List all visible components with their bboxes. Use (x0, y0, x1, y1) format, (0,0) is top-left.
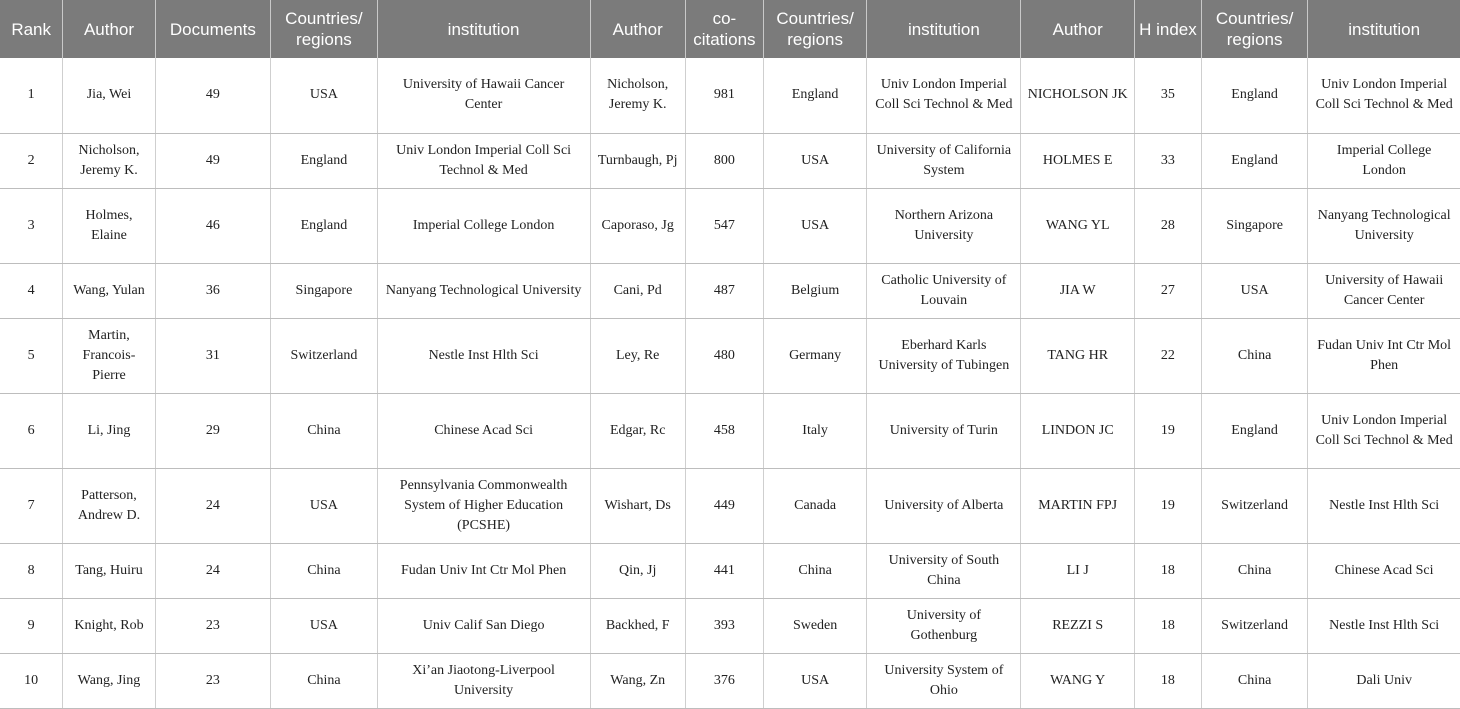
table-cell: 22 (1134, 318, 1201, 393)
table-cell: 449 (685, 468, 763, 543)
header-institution: institution (1308, 0, 1460, 58)
table-cell: China (271, 543, 377, 598)
table-cell: England (271, 133, 377, 188)
table-cell: 800 (685, 133, 763, 188)
table-cell: 23 (155, 653, 271, 708)
table-cell: USA (271, 468, 377, 543)
table-cell: Fudan Univ Int Ctr Mol Phen (377, 543, 590, 598)
table-row (0, 58, 1460, 133)
table-cell: England (271, 188, 377, 263)
header-documents: Documents (155, 0, 271, 58)
table-cell: Switzerland (1201, 468, 1307, 543)
table-cell: Nestle Inst Hlth Sci (377, 318, 590, 393)
table-cell: England (1201, 393, 1307, 468)
table-cell: 19 (1134, 393, 1201, 468)
table-cell: Nanyang Technological University (1308, 188, 1460, 263)
table-cell: 28 (1134, 188, 1201, 263)
table-cell: Eberhard Karls University of Tubingen (867, 318, 1021, 393)
table-cell: Cani, Pd (590, 263, 685, 318)
table-cell: England (763, 58, 866, 133)
table-cell: 458 (685, 393, 763, 468)
table-cell: Imperial College London (1308, 133, 1460, 188)
table-cell: LINDON JC (1021, 393, 1135, 468)
table-cell: Catholic University of Louvain (867, 263, 1021, 318)
table-cell: 35 (1134, 58, 1201, 133)
table-cell: USA (763, 188, 866, 263)
table-cell: Caporaso, Jg (590, 188, 685, 263)
table-cell: 9 (0, 598, 63, 653)
table-cell: Germany (763, 318, 866, 393)
table-cell: 2 (0, 133, 63, 188)
table-cell: Chinese Acad Sci (1308, 543, 1460, 598)
table-cell: 4 (0, 263, 63, 318)
table-cell: 33 (1134, 133, 1201, 188)
header-row (0, 0, 1460, 58)
table-cell: MARTIN FPJ (1021, 468, 1135, 543)
header-countries-regions: Countries/ regions (1201, 0, 1307, 58)
table-cell: 27 (1134, 263, 1201, 318)
table-cell: Univ London Imperial Coll Sci Technol & Med (867, 58, 1021, 133)
table-cell: England (1201, 58, 1307, 133)
table-cell: Pennsylvania Commonwealth System of Higher Education (PCSHE) (377, 468, 590, 543)
table-cell: 393 (685, 598, 763, 653)
table-cell: WANG Y (1021, 653, 1135, 708)
table-cell: Wishart, Ds (590, 468, 685, 543)
header-author: Author (1021, 0, 1135, 58)
table-cell: Wang, Zn (590, 653, 685, 708)
table-cell: Holmes, Elaine (63, 188, 155, 263)
table-cell: China (1201, 543, 1307, 598)
table-cell: Univ London Imperial Coll Sci Technol & Med (1308, 393, 1460, 468)
table-cell: Dali Univ (1308, 653, 1460, 708)
table-cell: Nestle Inst Hlth Sci (1308, 598, 1460, 653)
table-cell: Sweden (763, 598, 866, 653)
table-cell: Singapore (271, 263, 377, 318)
table-cell: 8 (0, 543, 63, 598)
table-cell: 19 (1134, 468, 1201, 543)
table-cell: England (1201, 133, 1307, 188)
table-cell: USA (271, 58, 377, 133)
table-cell: 31 (155, 318, 271, 393)
table-cell: Italy (763, 393, 866, 468)
table-cell: 18 (1134, 653, 1201, 708)
table-cell: 480 (685, 318, 763, 393)
header-author: Author (63, 0, 155, 58)
table-row (0, 133, 1460, 188)
table-cell: University of Turin (867, 393, 1021, 468)
table-cell: China (1201, 318, 1307, 393)
table-cell: Turnbaugh, Pj (590, 133, 685, 188)
table-cell: University of Gothenburg (867, 598, 1021, 653)
table-cell: 376 (685, 653, 763, 708)
table-cell: 49 (155, 58, 271, 133)
table-cell: Backhed, F (590, 598, 685, 653)
table-cell: TANG HR (1021, 318, 1135, 393)
header-countries-regions: Countries/ regions (271, 0, 377, 58)
table-cell: Jia, Wei (63, 58, 155, 133)
table-cell: HOLMES E (1021, 133, 1135, 188)
table-cell: 441 (685, 543, 763, 598)
table-cell: China (271, 393, 377, 468)
table-cell: USA (763, 133, 866, 188)
table-cell: 487 (685, 263, 763, 318)
table-cell: China (1201, 653, 1307, 708)
table-cell: Xi’an Jiaotong-Liverpool University (377, 653, 590, 708)
table-cell: Fudan Univ Int Ctr Mol Phen (1308, 318, 1460, 393)
table-cell: Univ Calif San Diego (377, 598, 590, 653)
table-cell: Nanyang Technological University (377, 263, 590, 318)
table-cell: University System of Ohio (867, 653, 1021, 708)
table-row (0, 468, 1460, 543)
table-row (0, 318, 1460, 393)
header-co-citations: co- citations (685, 0, 763, 58)
table-cell: Nicholson, Jeremy K. (63, 133, 155, 188)
table-cell: JIA W (1021, 263, 1135, 318)
table-cell: Belgium (763, 263, 866, 318)
table-cell: USA (1201, 263, 1307, 318)
table-cell: Univ London Imperial Coll Sci Technol & Med (1308, 58, 1460, 133)
header-h-index: H index (1134, 0, 1201, 58)
table-row (0, 653, 1460, 708)
table-cell: USA (271, 598, 377, 653)
table-cell: Nestle Inst Hlth Sci (1308, 468, 1460, 543)
table-cell: Qin, Jj (590, 543, 685, 598)
table-cell: Chinese Acad Sci (377, 393, 590, 468)
table-cell: 24 (155, 543, 271, 598)
table-cell: 23 (155, 598, 271, 653)
table-cell: Singapore (1201, 188, 1307, 263)
header-countries-regions: Countries/ regions (763, 0, 866, 58)
table-cell: Imperial College London (377, 188, 590, 263)
table-cell: 5 (0, 318, 63, 393)
table-cell: Univ London Imperial Coll Sci Technol & Med (377, 133, 590, 188)
table-cell: 981 (685, 58, 763, 133)
table-cell: Northern Arizona University (867, 188, 1021, 263)
table-cell: 29 (155, 393, 271, 468)
table-cell: 1 (0, 58, 63, 133)
header-rank: Rank (0, 0, 63, 58)
table-cell: Switzerland (1201, 598, 1307, 653)
table-cell: University of Alberta (867, 468, 1021, 543)
table-cell: Edgar, Rc (590, 393, 685, 468)
table-cell: 10 (0, 653, 63, 708)
table-cell: China (271, 653, 377, 708)
table-cell: University of South China (867, 543, 1021, 598)
table-cell: 46 (155, 188, 271, 263)
table-cell: 3 (0, 188, 63, 263)
table-cell: Wang, Jing (63, 653, 155, 708)
table-cell: Tang, Huiru (63, 543, 155, 598)
table-cell: 18 (1134, 543, 1201, 598)
table-cell: Martin, Francois-Pierre (63, 318, 155, 393)
table-cell: Li, Jing (63, 393, 155, 468)
table-cell: Canada (763, 468, 866, 543)
table-row (0, 543, 1460, 598)
table-cell: Knight, Rob (63, 598, 155, 653)
table-cell: Wang, Yulan (63, 263, 155, 318)
table-cell: USA (763, 653, 866, 708)
table-cell: 36 (155, 263, 271, 318)
table-cell: LI J (1021, 543, 1135, 598)
table-cell: 49 (155, 133, 271, 188)
table-cell: NICHOLSON JK (1021, 58, 1135, 133)
header-author: Author (590, 0, 685, 58)
table-cell: University of California System (867, 133, 1021, 188)
table-cell: Nicholson, Jeremy K. (590, 58, 685, 133)
table-cell: Ley, Re (590, 318, 685, 393)
table-cell: 18 (1134, 598, 1201, 653)
header-institution: institution (377, 0, 590, 58)
table-cell: 24 (155, 468, 271, 543)
table-cell: WANG YL (1021, 188, 1135, 263)
table-cell: 6 (0, 393, 63, 468)
table-row (0, 188, 1460, 263)
table-row (0, 598, 1460, 653)
table-cell: REZZI S (1021, 598, 1135, 653)
table-cell: University of Hawaii Cancer Center (1308, 263, 1460, 318)
table-cell: Patterson, Andrew D. (63, 468, 155, 543)
table-cell: 547 (685, 188, 763, 263)
table-cell: China (763, 543, 866, 598)
table-cell: 7 (0, 468, 63, 543)
table-cell: University of Hawaii Cancer Center (377, 58, 590, 133)
header-institution: institution (867, 0, 1021, 58)
table-cell: Switzerland (271, 318, 377, 393)
table-row (0, 393, 1460, 468)
table-row (0, 263, 1460, 318)
